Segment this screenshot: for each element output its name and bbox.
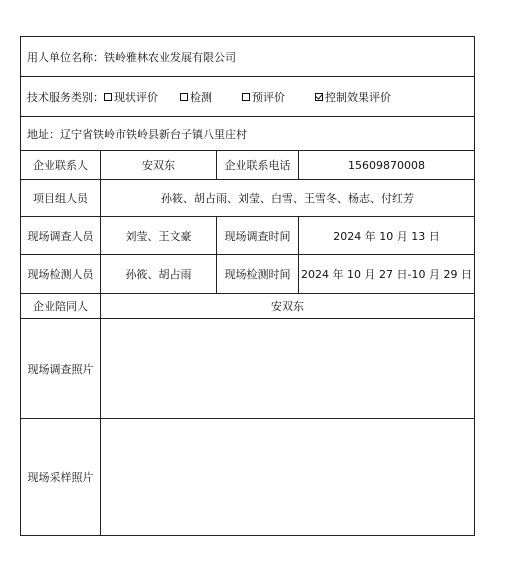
survey-time-label: 现场调查时间: [216, 217, 298, 254]
checkbox-icon[interactable]: [242, 93, 250, 101]
address-value: 辽宁省铁岭市铁岭县新台子镇八里庄村: [60, 127, 247, 141]
unit-label: 用人单位名称：: [27, 50, 104, 64]
survey-row: [21, 217, 474, 255]
team-label: 项目组人员: [33, 192, 88, 205]
survey-photos-row: [21, 319, 474, 419]
phone-label: 企业联系电话: [216, 151, 298, 179]
sampling-photos-label: 现场采样照片: [27, 471, 94, 484]
info-form: [20, 36, 475, 536]
team-value: 孙筱、胡占雨、刘莹、白雪、王雪冬、杨志、付红芳: [100, 180, 474, 216]
contact-label: 企业联系人: [33, 159, 88, 172]
contact-row: [21, 151, 474, 180]
survey-label: 现场调查人员: [27, 229, 94, 243]
testing-row: [21, 255, 474, 294]
unit-row: [21, 37, 474, 77]
service-row: [21, 77, 474, 117]
unit-value: 铁岭雅林农业发展有限公司: [104, 50, 236, 64]
escort-row: [21, 294, 474, 319]
testing-value: 孙筱、胡占雨: [100, 255, 216, 293]
sampling-photos-row: [21, 419, 474, 535]
address-row: [21, 117, 474, 151]
checkbox-icon[interactable]: [180, 93, 188, 101]
escort-value: 安双东: [100, 294, 474, 318]
address-label: 地址：: [27, 127, 60, 141]
service-option-control-eval[interactable]: 控制效果评价: [315, 89, 391, 105]
phone-value: 15609870008: [298, 151, 474, 179]
testing-time: 2024 年 10 月 27 日-10 月 29 日: [298, 255, 474, 293]
escort-label: 企业陪同人: [33, 300, 88, 313]
survey-photos-area: [100, 319, 474, 418]
service-label: 技术服务类别：: [27, 90, 104, 104]
testing-time-label: 现场检测时间: [216, 255, 298, 293]
checkbox-icon[interactable]: [104, 93, 112, 101]
checked-checkbox-icon[interactable]: [315, 93, 323, 101]
team-row: [21, 180, 474, 217]
testing-label: 现场检测人员: [27, 268, 94, 281]
survey-value: 刘莹、王文豪: [100, 217, 216, 254]
service-option-current[interactable]: 现状评价: [104, 89, 158, 105]
survey-time: 2024 年 10 月 13 日: [298, 217, 474, 254]
service-option-pre-eval[interactable]: 预评价: [242, 89, 285, 105]
sampling-photos-area: [100, 419, 474, 535]
service-option-testing[interactable]: 检测: [180, 89, 212, 105]
contact-value: 安双东: [100, 151, 216, 179]
survey-photos-label: 现场调查照片: [27, 362, 94, 376]
